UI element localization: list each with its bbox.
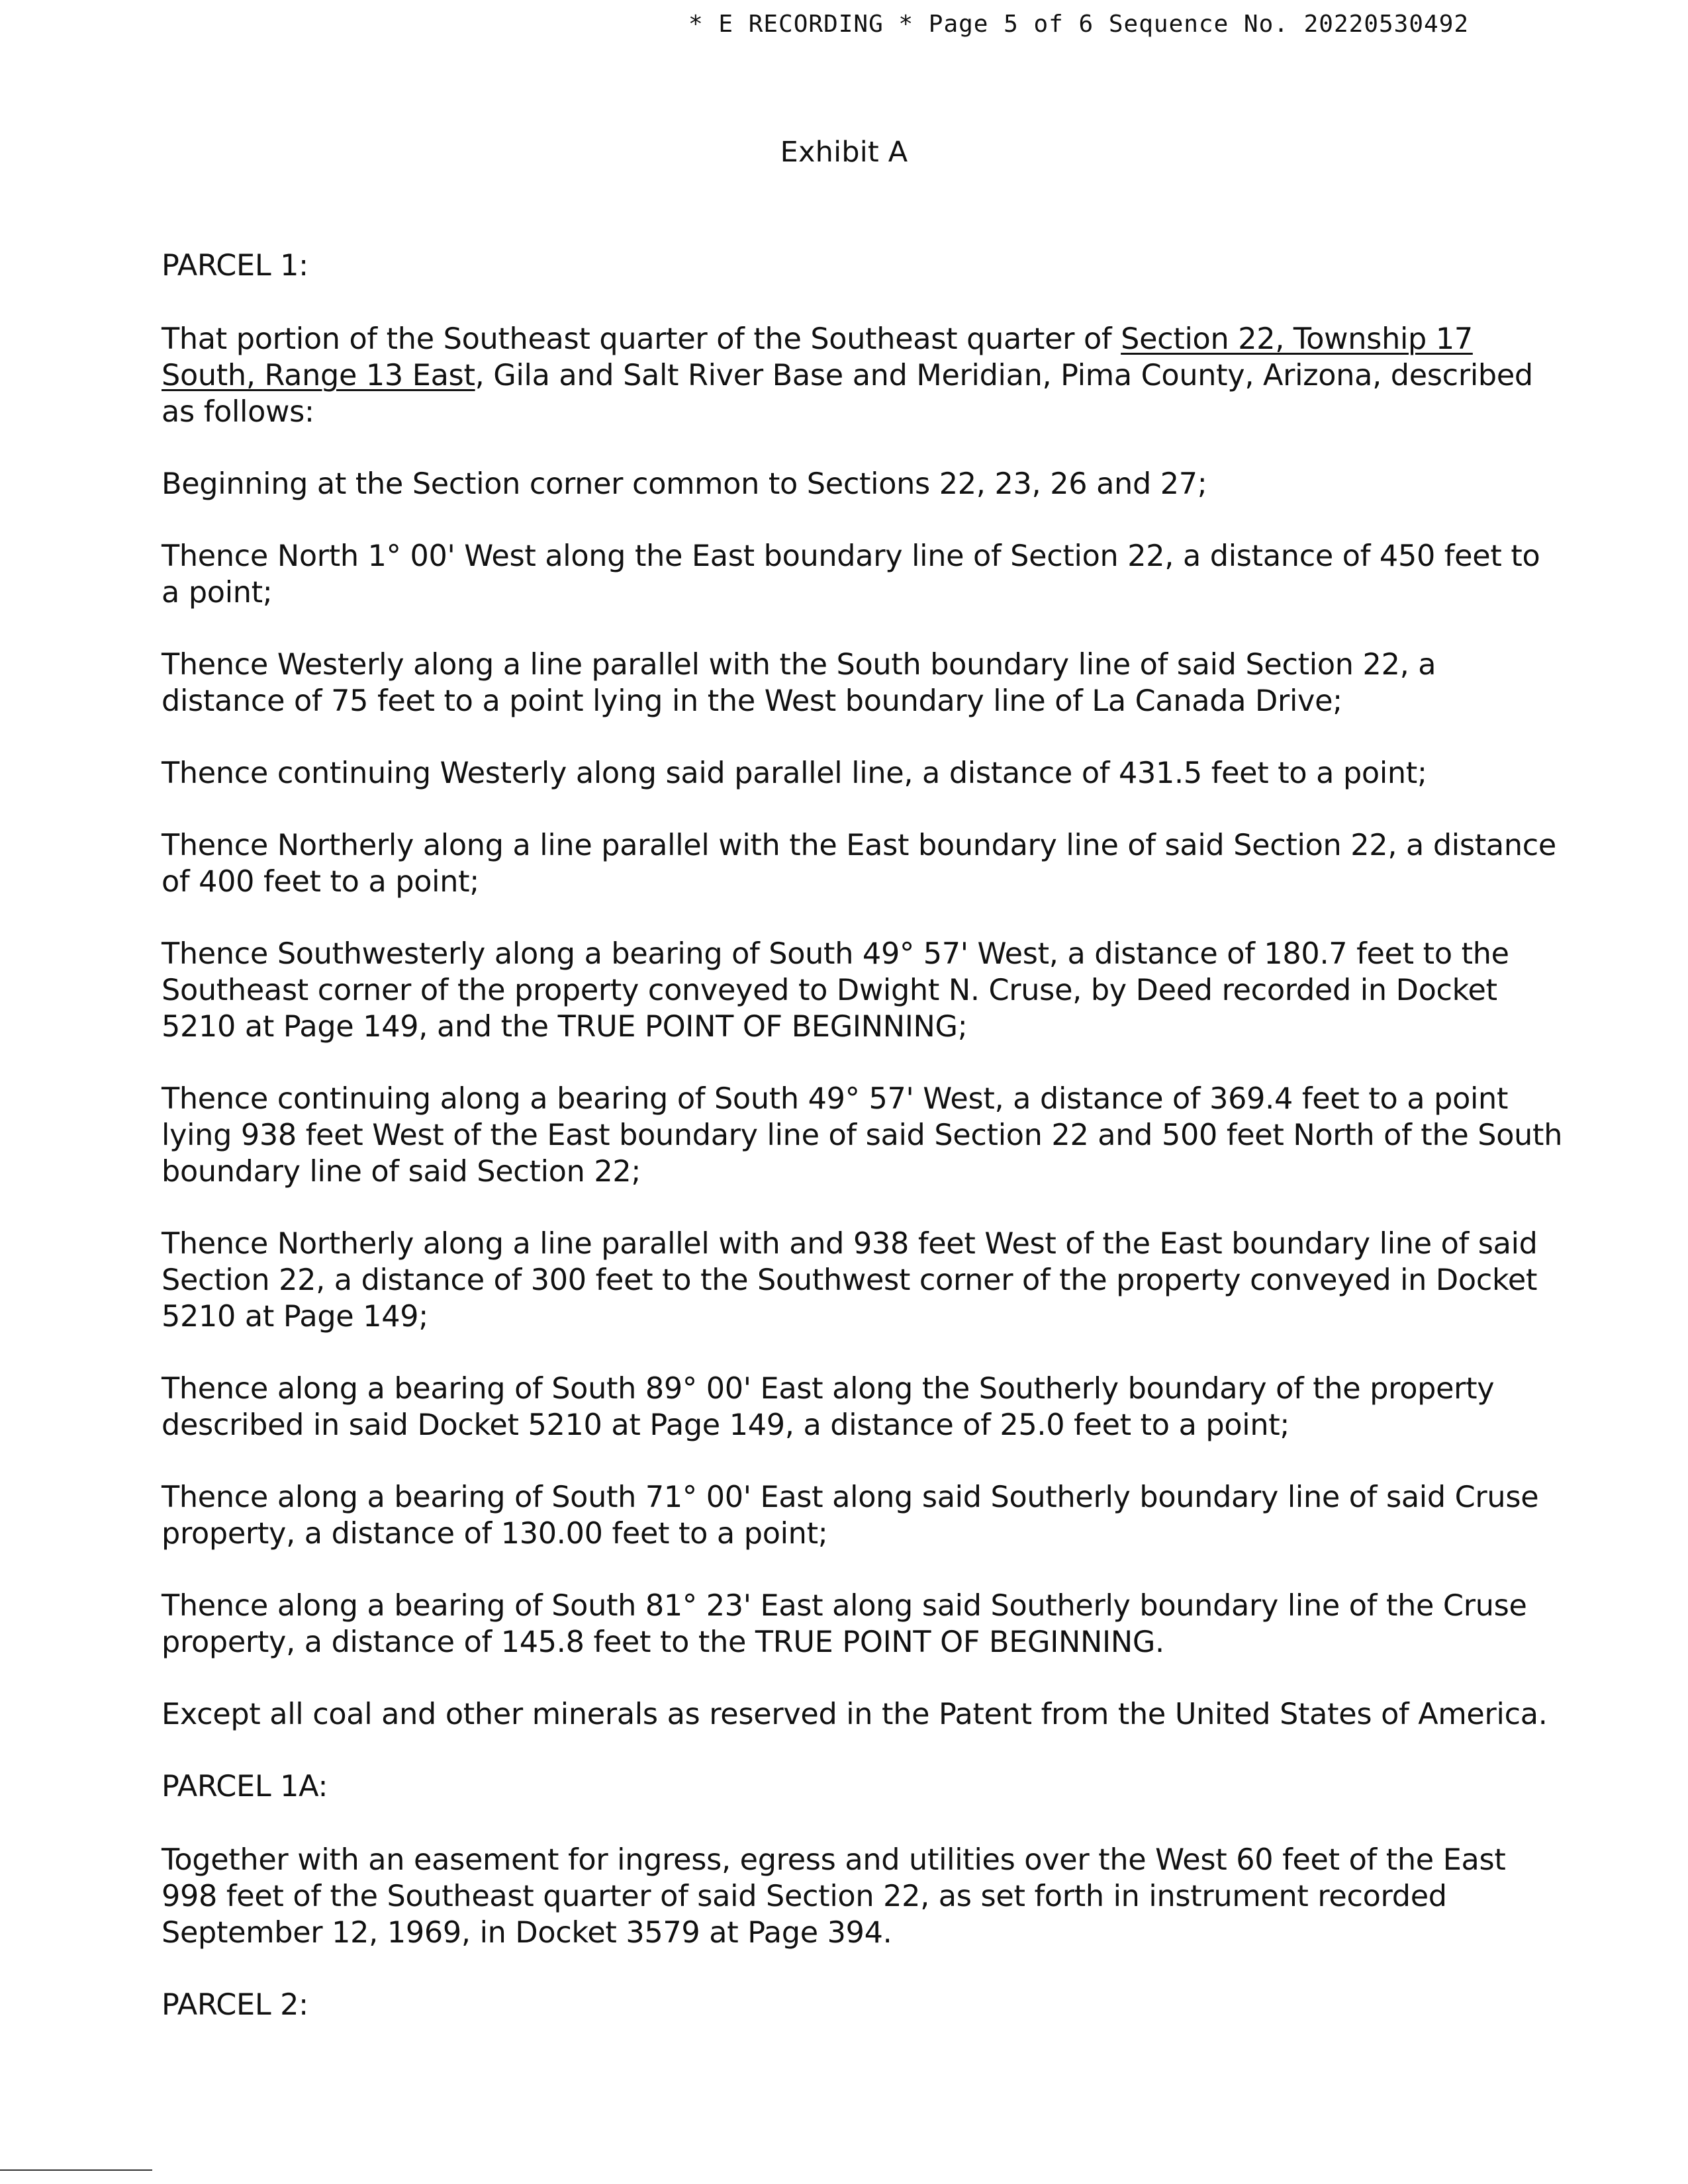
footer-divider <box>0 2169 152 2171</box>
parcel-2-heading: PARCEL 2: <box>162 1988 308 2022</box>
recording-header: * E RECORDING * Page 5 of 6 Sequence No. 20220530492 <box>688 11 1470 38</box>
course-paragraph-south-81: Thence along a bearing of South 81° 23' East along said Southerly boundary line of the Cruse property, a distance of 145.8 feet to the TRUE POINT OF BEGINNING. <box>162 1589 1527 1659</box>
course-paragraph-continuing-southwest: Thence continuing along a bearing of South 49° 57' West, a distance of 369.4 feet to a point lying 938 feet West of the East boundary line of said Section 22 and 500 feet North of the South boundary line of said Section 22; <box>162 1082 1563 1189</box>
legal-description <box>162 248 1565 2060</box>
course-paragraph-continuing-westerly: Thence continuing Westerly along said parallel line, a distance of 431.5 feet to a point; <box>162 756 1427 790</box>
course-paragraph-southwesterly: Thence Southwesterly along a bearing of South 49° 57' West, a distance of 180.7 feet to the Southeast corner of the property conveyed to Dwight N. Cruse, by Deed recorded in Docket 5210 at Page 149, and the TRUE POINT OF BEGINNING; <box>162 937 1509 1044</box>
page-title: Exhibit A <box>780 136 908 169</box>
course-paragraph-north: Thence North 1° 00' West along the East boundary line of Section 22, a distance of 450 feet to a point; <box>162 539 1540 610</box>
course-paragraph-beginning: Beginning at the Section corner common to Sections 22, 23, 26 and 27; <box>162 467 1207 501</box>
course-paragraph-northerly: Thence Northerly along a line parallel with the East boundary line of said Section 22, a distance of 400 feet to a point; <box>162 829 1556 899</box>
course-paragraph-northerly-938: Thence Northerly along a line parallel with and 938 feet West of the East boundary line of said Section 22, a distance of 300 feet to the Southwest corner of the property conveyed in Docket 5210 at Page 149; <box>162 1227 1538 1334</box>
course-paragraph-south-71: Thence along a bearing of South 71° 00' East along said Southerly boundary line of said Cruse property, a distance of 130.00 feet to a point; <box>162 1480 1539 1551</box>
course-paragraph-westerly: Thence Westerly along a line parallel with the South boundary line of said Section 22, a distance of 75 feet to a point lying in the West boundary line of La Canada Drive; <box>162 648 1436 718</box>
parcel-1-intro-prefix: That portion of the Southeast quarter of the Southeast quarter of <box>162 322 1121 356</box>
parcel-1a-easement-text: Together with an easement for ingress, egress and utilities over the West 60 feet of the East 998 feet of the Southeast quarter of said Section 22, as set forth in instrument recorded September 12, 1969, in Docket 3579 at Page 394. <box>162 1843 1506 1950</box>
parcel-1-intro <box>162 321 1565 430</box>
parcel-1a-heading: PARCEL 1A: <box>162 1770 328 1803</box>
section-township-range-reference: Section 22, Township 17 South, Range 13 East <box>162 322 1473 392</box>
parcel-1-heading: PARCEL 1: <box>162 249 308 283</box>
course-paragraph-south-89: Thence along a bearing of South 89° 00' East along the Southerly boundary of the property described in said Docket 5210 at Page 149, a distance of 25.0 feet to a point; <box>162 1372 1495 1442</box>
mineral-exception-paragraph: Except all coal and other minerals as reserved in the Patent from the United States of America. <box>162 1698 1548 1731</box>
parcel-1-intro-suffix: , Gila and Salt River Base and Meridian, Pima County, Arizona, described as follows: <box>162 359 1533 429</box>
